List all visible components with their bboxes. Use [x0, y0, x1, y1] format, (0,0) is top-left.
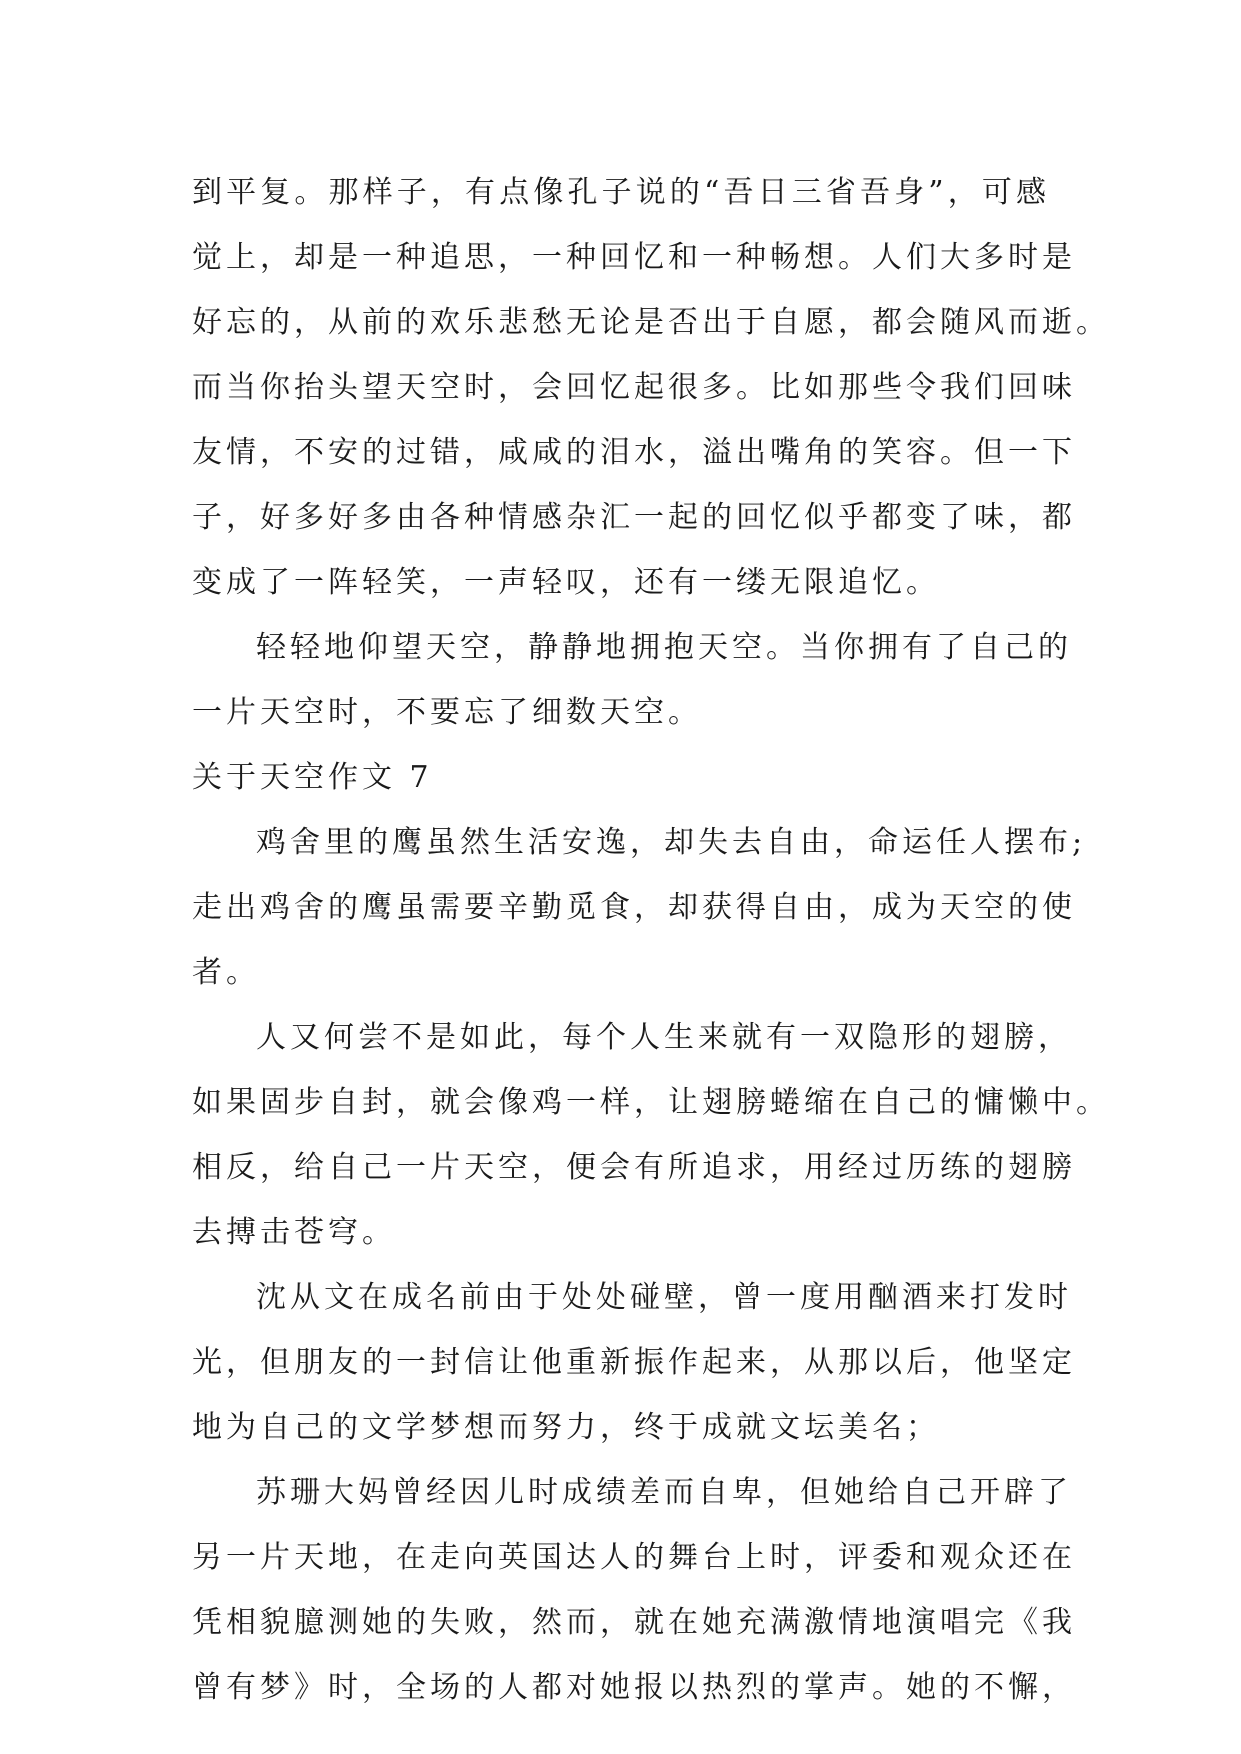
text-line: 一片天空时，不要忘了细数天空。	[192, 695, 702, 730]
text-line: 而当你抬头望天空时，会回忆起很多。比如那些令我们回味	[192, 370, 1076, 405]
text-line: 走出鸡舍的鹰虽需要辛勤觅食，却获得自由，成为天空的使	[192, 890, 1076, 925]
paragraph	[192, 1005, 1110, 1265]
text-line: 地为自己的文学梦想而努力，终于成就文坛美名；	[192, 1410, 940, 1445]
text-line: 另一片天地，在走向英国达人的舞台上时，评委和观众还在	[192, 1540, 1076, 1575]
text-line: 人又何尝不是如此，每个人生来就有一双隐形的翅膀，	[256, 1020, 1072, 1055]
text-line: 苏珊大妈曾经因儿时成绩差而自卑，但她给自己开辟了	[256, 1475, 1072, 1510]
text-line: 光，但朋友的一封信让他重新振作起来，从那以后，他坚定	[192, 1345, 1076, 1380]
paragraph	[192, 1460, 1076, 1720]
text-line: 友情，不安的过错，咸咸的泪水，溢出嘴角的笑容。但一下	[192, 435, 1076, 470]
paragraph	[192, 810, 1087, 1005]
section-heading: 关于天空作文 7	[192, 760, 433, 795]
text-line: 鸡舍里的鹰虽然生活安逸，却失去自由，命运任人摆布;	[256, 825, 1087, 860]
text-line: 者。	[192, 955, 260, 990]
text-line: 子，好多好多由各种情感杂汇一起的回忆似乎都变了味，都	[192, 500, 1076, 535]
text-line: 轻轻地仰望天空，静静地拥抱天空。当你拥有了自己的	[256, 630, 1072, 665]
text-line: 变成了一阵轻笑，一声轻叹，还有一缕无限追忆。	[192, 565, 940, 600]
text-line: 沈从文在成名前由于处处碰壁，曾一度用酗酒来打发时	[256, 1280, 1072, 1315]
text-line: 相反，给自己一片天空，便会有所追求，用经过历练的翅膀	[192, 1150, 1076, 1185]
text-line: 好忘的，从前的欢乐悲愁无论是否出于自愿，都会随风而逝。	[192, 305, 1110, 340]
document-body	[192, 160, 1110, 1720]
text-line: 觉上，却是一种追思，一种回忆和一种畅想。人们大多时是	[192, 240, 1076, 275]
paragraph	[192, 160, 1110, 615]
text-line: 去搏击苍穹。	[192, 1215, 396, 1250]
paragraph	[192, 615, 1072, 745]
text-line: 到平复。那样子，有点像孔子说的“吾日三省吾身”，可感	[192, 175, 1050, 210]
text-line: 凭相貌臆测她的失败，然而，就在她充满激情地演唱完《我	[192, 1605, 1076, 1640]
text-line: 曾有梦》时，全场的人都对她报以热烈的掌声。她的不懈，	[192, 1670, 1076, 1705]
text-line: 如果固步自封，就会像鸡一样，让翅膀蜷缩在自己的慵懒中。	[192, 1085, 1110, 1120]
paragraph	[192, 1265, 1076, 1460]
